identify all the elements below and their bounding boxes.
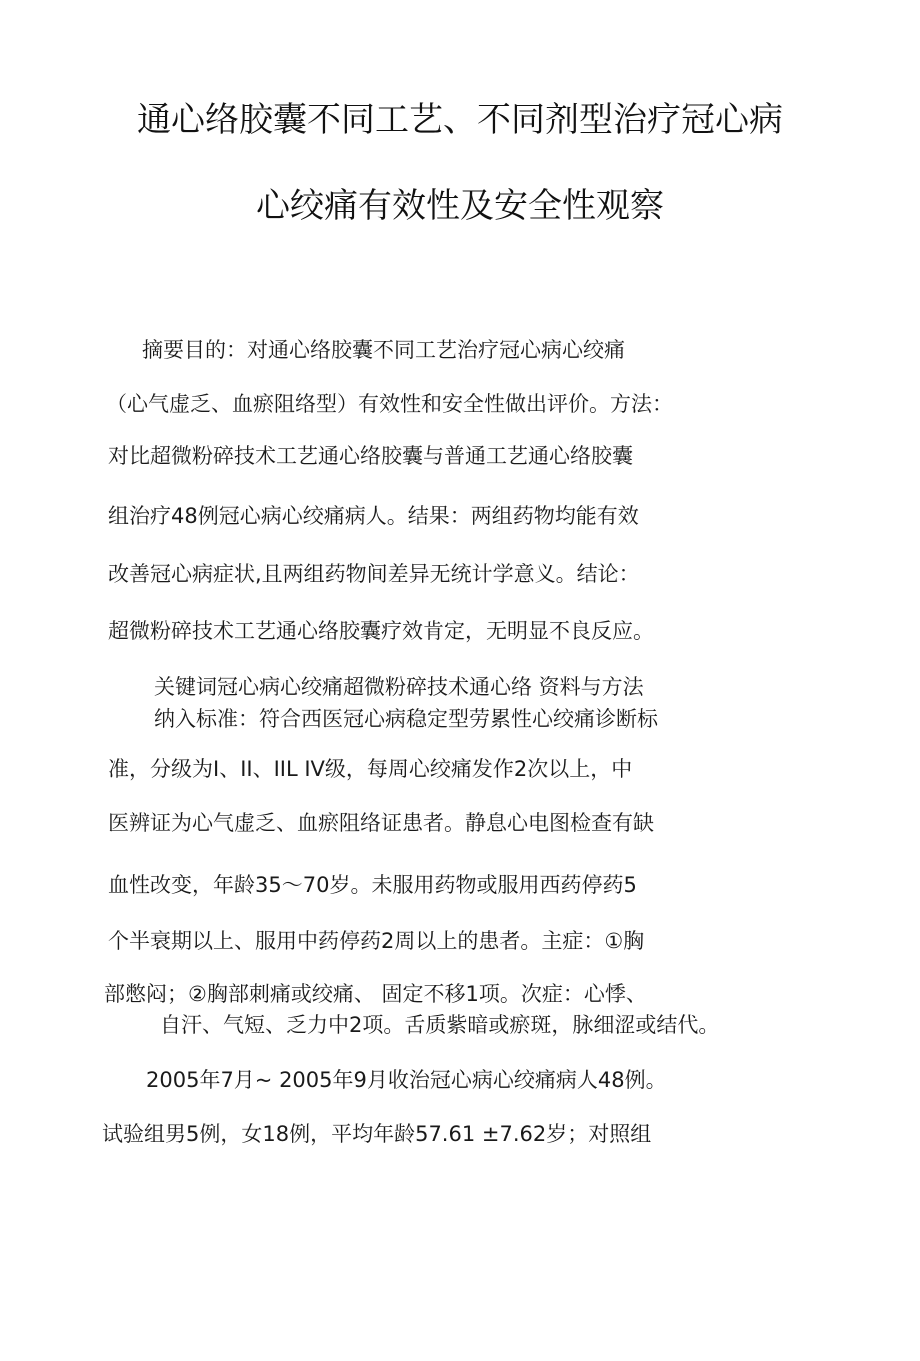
body-line: 血性改变，年龄35～70岁。未服用药物或服用西药停药5 xyxy=(108,873,637,897)
body-line: 准，分级为I、II、IIL IV级，每周心绞痛发作2次以上，中 xyxy=(108,757,633,781)
document-title-line-1: 通心络胶囊不同工艺、不同剂型治疗冠心病 xyxy=(137,100,783,140)
body-line: 试验组男5例，女18例，平均年龄57.61 ±7.62岁；对照组 xyxy=(102,1122,652,1146)
abstract-line: （心气虚乏、血瘀阻络型）有效性和安全性做出评价。方法： xyxy=(106,392,673,416)
body-line: 自汗、气短、乏力中2项。舌质紫暗或瘀斑，脉细涩或结代。 xyxy=(160,1013,720,1037)
abstract-line: 超微粉碎技术工艺通心络胶囊疗效肯定，无明显不良反应。 xyxy=(108,619,654,643)
body-line: 个半衰期以上、服用中药停药2周以上的患者。主症：①胸 xyxy=(108,929,645,953)
keywords-line: 关键词冠心病心绞痛超微粉碎技术通心络 资料与方法 xyxy=(154,675,644,699)
abstract-line: 组治疗48例冠心病心绞痛病人。结果：两组药物均能有效 xyxy=(108,504,639,528)
abstract-line: 对比超微粉碎技术工艺通心络胶囊与普通工艺通心络胶囊 xyxy=(108,444,633,468)
body-line: 部憋闷；②胸部刺痛或绞痛、 固定不移1项。次症：心悸、 xyxy=(104,982,647,1006)
body-line: 2005年7月~ 2005年9月收治冠心病心绞痛病人48例。 xyxy=(146,1068,667,1092)
abstract-line: 摘要目的：对通心络胶囊不同工艺治疗冠心病心绞痛 xyxy=(142,338,625,362)
body-line: 纳入标准：符合西医冠心病稳定型劳累性心绞痛诊断标 xyxy=(154,707,658,731)
abstract-line: 改善冠心病症状,且两组药物间差异无统计学意义。结论： xyxy=(108,562,640,586)
document-title-line-2: 心绞痛有效性及安全性观察 xyxy=(256,186,664,226)
body-line: 医辨证为心气虚乏、血瘀阻络证患者。静息心电图检查有缺 xyxy=(108,811,654,835)
